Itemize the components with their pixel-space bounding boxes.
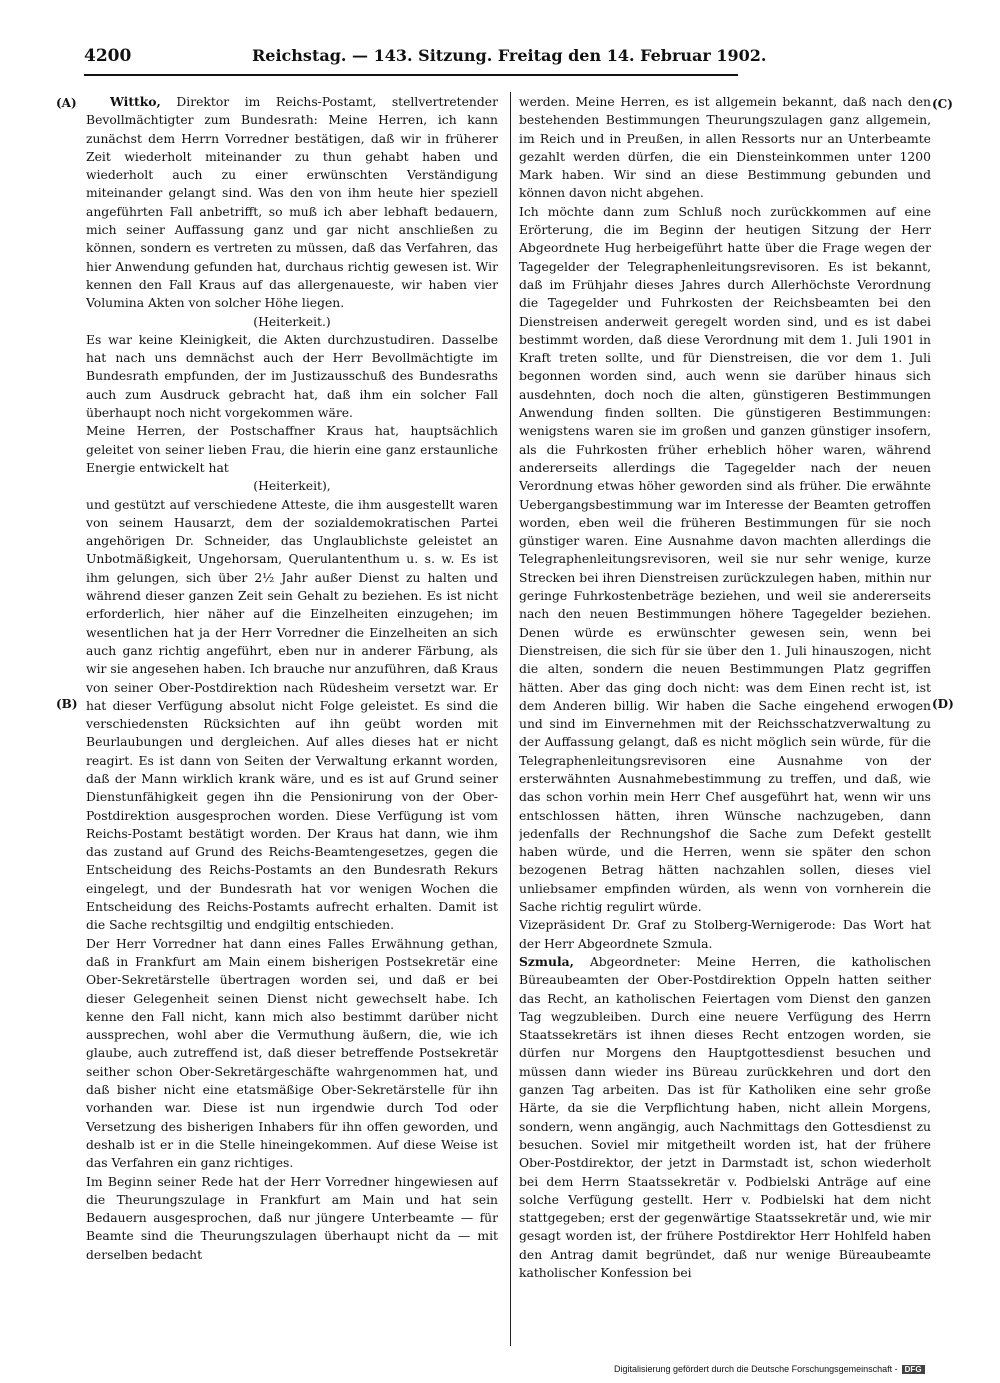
paragraph-text: Direktor im Reichs-Postamt, stellvertretender Bevollmächtigter zum Bundesrath: Meine Herren, ich kann zunächst dem Herrn Vorredner bestätigen, daß wir in früherer Zeit wiederholt miteinander zu thun gehabt haben und wiederholt auch zu einer erwünschten Verständigung miteinander gelangt sind. Was den von ihm heute hier speziell angeführten Fall anbetrifft, so muß ich aber lebhaft bedauern, mich seiner Auffassung ganz und gar nicht anschließen zu können, sondern es vertreten zu müssen, daß das Verfahren, das hier Anwendung gefunden hat, durchaus richtig gewesen ist. Wir kennen den Fall Kraus auf das allergenaueste, wir haben vier Volumina Akten von solcher Höhe liegen. <box>86 95 498 311</box>
footer-credit <box>614 1364 925 1374</box>
page-number: 4200 <box>84 46 132 66</box>
interjection: (Heiterkeit.) <box>253 314 331 329</box>
margin-marker-c: (C) <box>932 97 953 111</box>
paragraph: Es war keine Kleinigkeit, die Akten durchzustudiren. Dasselbe hat nach uns demnächst auch der Herr Bevollmächtigte im Bundesrath empfunden, der im Justizausschuß des Bundesraths auch zum Ausdruck gebracht hat, daß ihm ein solcher Fall überhaupt noch nicht vorgekommen wäre. <box>86 332 498 421</box>
paragraph: und gestützt auf verschiedene Atteste, die ihm ausgestellt waren von seinem Hausarzt, dem der sozialdemokratischen Partei angehörigen Dr. Schneider, das Unglaublichste geleistet an Unbotmäßigkeit, Ungehorsam, Querulantenthum u. s. w. Es ist ihm gelungen, sich über 2½ Jahr außer Dienst zu halten und während dieser ganzen Zeit sein Gehalt zu beziehen. Es ist nicht erforderlich, hier näher auf die Einzelheiten einzugehen; im wesentlichen hat ja der Herr Vorredner die Einzelheiten an sich auch ganz richtig angeführt, eben nur in anderer Färbung, als wir sie angesehen haben. Ich brauche nur anzuführen, daß Kraus von seiner Ober-Postdirektion nach Rüdesheim versetzt war. Er hat dieser Verfügung absolut nicht Folge geleistet. Es sind die verschiedensten Rücksichten auf ihn geübt worden mit Beurlaubungen und dergleichen. Auf alles dieses hat er nicht reagirt. Es ist dann von Seiten der Verwaltung erkannt worden, daß der Mann wirklich krank wäre, und es ist auf Grund seiner Dienstunfähigkeit gegen ihn die Pensionirung von der Ober-Postdirektion ausgesprochen worden. Diese Verfügung ist vom Reichs-Postamt bestätigt worden. Der Kraus hat dann, wie ihm das zustand auf Grund des Reichs-Beamtengesetzes, gegen die Entscheidung des Reichs-Postamts an den Bundesrath Rekurs eingelegt, und der Bundesrath hat vor wenigen Wochen die Entscheidung des Reichs-Postamts aufrecht erhalten. Damit ist die Sache rechtsgiltig und endgiltig entschieden. <box>86 497 498 933</box>
right-column <box>519 93 931 1343</box>
margin-marker-d: (D) <box>932 697 954 711</box>
paragraph <box>86 93 498 313</box>
running-head: Reichstag. — 143. Sitzung. Freitag den 14. Februar 1902. <box>252 46 767 65</box>
footer-text: Digitalisierung gefördert durch die Deutsche Forschungsgemeinschaft - <box>614 1364 898 1374</box>
paragraph: Der Herr Vorredner hat dann eines Falles Erwähnung gethan, daß in Frankfurt am Main einem bisherigen Postsekretär eine Ober-Sekretärstelle übertragen worden sei, und daß er bei dieser Gelegenheit seinen Dienst nicht gewechselt habe. Ich kenne den Fall nicht, kann mich also bestimmt darüber nicht aussprechen, wohl aber die Vermuthung äußern, die, wie ich glaube, auch zutreffend ist, daß dieser betreffende Postsekretär seither schon Ober-Sekretärgeschäfte wahrgenommen hat, und daß bisher nicht eine etatsmäßige Ober-Sekretärstelle für ihn vorhanden war. Diese ist nun irgendwie durch Tod oder Versetzung des bisherigen Inhabers für ihn offen geworden, und deshalb ist er in die Stelle hineingekommen. Auf diese Weise ist das Verfahren ein ganz richtiges. <box>86 936 498 1171</box>
speaker-name: Szmula, <box>519 953 574 969</box>
paragraph <box>519 916 931 953</box>
paragraph: Meine Herren, der Postschaffner Kraus hat, hauptsächlich geleitet von seiner lieben Frau, die hierin eine ganz erstaunliche Energie entwickelt hat <box>86 424 498 475</box>
paragraph-text: Das Wort hat der Herr Abgeordnete Szmula. <box>519 918 931 951</box>
paragraph-text: Abgeordneter: Meine Herren, die katholischen Büreaubeamten der Ober-Postdirektion Oppeln hatten seither das Recht, an katholischen Feiertagen vom Dienst den ganzen Tag wegzubleiben. Durch eine neuere Verfügung des Herrn Staatssekretärs ist ihnen dieses Recht entzogen worden, sie dürfen nur Morgens den Hauptgottesdienst besuchen und müssen dann wieder ins Büreau zurückkehren und dort den ganzen Tag arbeiten. Das ist für Katholiken eine sehr große Härte, da sie die Verpflichtung haben, nicht allein Morgens, sondern, wenn angängig, auch Nachmittags den Gottesdienst zu besuchen. Soviel mir mitgetheilt worden ist, hat der frühere Ober-Postdirektor, der jetzt in Darmstadt ist, schon wiederholt bei dem Herrn Staatssekretär v. Podbielski Anträge auf eine solche Verfügung gestellt. Herr v. Podbielski hat dem nicht stattgegeben; erst der gegenwärtige Staatssekretär und, wie mir gesagt worden ist, der frühere Postdirektor Herr Hohlfeld haben den Antrag damit begründet, daß nur wenige Büreaubeamte katholischer Konfession bei <box>519 954 931 1280</box>
paragraph: Ich möchte dann zum Schluß noch zurückkommen auf eine Erörterung, die im Beginn der heutigen Sitzung der Herr Abgeordnete Hug herbeigeführt hatte über die Frage wegen der Tagegelder der Telegraphenleitungsrevisoren. Es ist bekannt, daß im Frühjahr dieses Jahres durch Allerhöchste Verordnung die Tagegelder und Fuhrkosten der Reichsbeamten bei den Dienstreisen anderweit geregelt worden sind, und es ist dabei bestimmt worden, daß diese Verordnung mit dem 1. Juli 1901 in Kraft treten sollte, und für Dienstreisen, die vor dem 1. Juli begonnen worden sind, auch wenn sie darüber hinaus sich ausdehnten, doch noch die alten, günstigeren Bestimmungen Anwendung finden sollten. Die günstigeren Bestimmungen: wenigstens waren sie im großen und ganzen günstiger insofern, als die Fuhrkosten früher erheblich höher waren, während andererseits allerdings die Tagegelder nach der neuen Verordnung etwas höher geworden sind als früher. Die erwähnte Uebergangsbestimmung war im Interesse der Beamten getroffen worden, eben weil die früheren Bestimmungen für sie noch günstiger waren. Eine Ausnahme davon machten allerdings die Telegraphenleitungsrevisoren, weil sie nur sehr wenige, kurze Strecken bei ihren Dienstreisen zurückzulegen haben, mithin nur geringe Fuhrkostenbeträge beziehen, und weil sie andererseits nach den neuen Bestimmungen höhere Tagegelder beziehen. Denen würde es erwünschter gewesen sein, wenn bei Dienstreisen, die sich für sie über den 1. Juli hinauszogen, nicht die alten, sondern die neuen Bestimmungen Platz gegriffen hätten. Aber das ging doch nicht: was dem Einen recht ist, ist dem Anderen billig. Wir haben die Sache eingehend erwogen und sind im Einvernehmen mit der Reichsschatzverwaltung zu der Auffassung gelangt, daß es nicht möglich sein würde, für die Telegraphenleitungsrevisoren eine Ausnahme von der ersterwähnten Ausnahmebestimmung zu treffen, und daß, wie das schon vorhin mein Herr Chef ausgeführt hat, wenn wir uns entschlossen hätten, ihren Wünsche nachzugeben, dann jedenfalls der Rechnungshof die Sache zum Defekt gestellt haben würde, und die Herren, wenn sie später den schon bezogenen Betrag hätten nachzahlen sollen, dieses viel unliebsamer empfinden würden, als wenn von vornherein die Sache richtig regulirt würde. <box>519 204 931 915</box>
speaker-name: Wittko, <box>110 94 161 109</box>
paragraph: Im Beginn seiner Rede hat der Herr Vorredner hingewiesen auf die Theurungszulage in Frankfurt am Main und hat sein Bedauern ausgesprochen, daß nur jüngere Unterbeamte — für Beamte sind die Theurungszulagen überhaupt nicht da — mit derselben bedacht <box>86 1174 498 1262</box>
page-header <box>84 42 767 72</box>
margin-marker-a: (A) <box>56 96 77 110</box>
column-divider <box>510 92 511 1346</box>
header-rule <box>84 74 738 76</box>
left-column <box>86 93 498 1346</box>
paragraph <box>519 953 931 1282</box>
margin-marker-b: (B) <box>56 697 78 711</box>
dfg-logo: DFG <box>902 1365 925 1374</box>
speaker-name: Vizepräsident Dr. Graf zu Stolberg-Wernigerode: <box>519 918 836 933</box>
paragraph: werden. Meine Herren, es ist allgemein bekannt, daß nach den bestehenden Bestimmungen Theurungszulagen ganz allgemein, im Reich und in Preußen, in allen Ressorts nur an Unterbeamte gezahlt werden dürfen, die ein Diensteinkommen unter 1200 Mark haben. Wir sind an diese Bestimmung gebunden und können davon nicht abgehen. <box>519 95 931 201</box>
interjection: (Heiterkeit), <box>253 479 331 494</box>
